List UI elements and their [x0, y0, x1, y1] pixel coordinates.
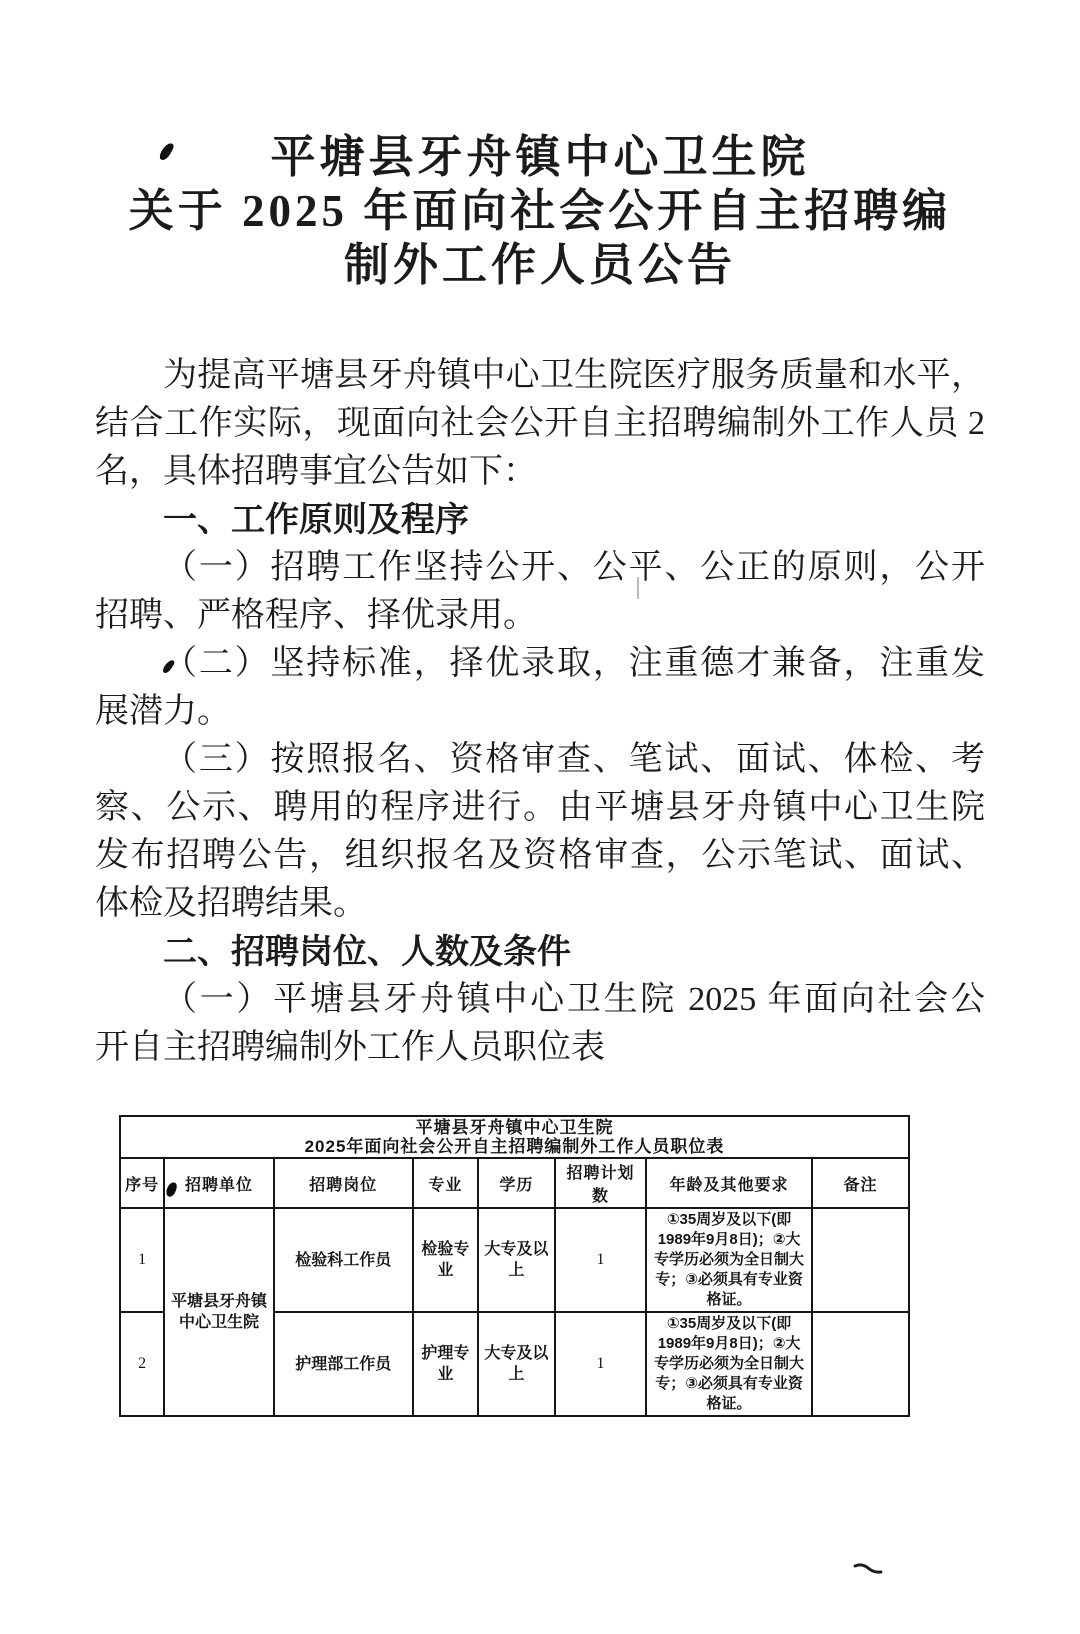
body-line: 发布招聘公告，组织报名及资格审查，公示笔试、面试、: [95, 837, 985, 874]
table-caption-line-2: 2025年面向社会公开自主招聘编制外工作人员职位表: [304, 1137, 725, 1156]
body-line: 招聘、严格程序、择优录用。: [95, 597, 537, 634]
row1-requirements: ①35周岁及以下(即1989年9月8日)；②大专学历必须为全日制大专；③必须具有专业资格证。: [646, 1208, 812, 1312]
title-line-2: 关于 2025 年面向社会公开自主招聘编: [128, 186, 952, 236]
body-line: （一）平塘县牙舟镇中心卫生院 2025 年面向社会公: [163, 981, 985, 1018]
column-header-degree: 学历: [478, 1158, 555, 1208]
row2-plan-count: 1: [555, 1312, 647, 1416]
row2-requirements: ①35周岁及以下(即1989年9月8日)；②大专学历必须为全日制大专；③必须具有专业资格证。: [646, 1312, 812, 1416]
body-line: （二）坚持标准，择优录取，注重德才兼备，注重发: [163, 645, 985, 682]
body-line: （一）招聘工作坚持公开、公平、公正的原则，公开: [163, 549, 985, 586]
column-header-plan-count: 招聘计划数: [555, 1158, 647, 1208]
body-line: 为提高平塘县牙舟镇中心卫生院医疗服务质量和水平，: [163, 357, 985, 394]
row2-degree: 大专及以上: [478, 1312, 555, 1416]
body-line: 结合工作实际，现面向社会公开自主招聘编制外工作人员 2: [95, 405, 985, 442]
body-line: 名，具体招聘事宜公告如下：: [95, 453, 537, 490]
column-header-note: 备注: [812, 1158, 909, 1208]
body-line: 体检及招聘结果。: [95, 885, 367, 922]
row1-degree: 大专及以上: [478, 1208, 555, 1312]
row1-no: 1: [120, 1208, 164, 1312]
pen-squiggle-bottom-right: [853, 1562, 883, 1576]
body-line: 开自主招聘编制外工作人员职位表: [95, 1029, 605, 1066]
section-heading-2: 二、招聘岗位、人数及条件: [163, 933, 571, 971]
row1-major: 检验专业: [413, 1208, 478, 1312]
table-caption-row: [120, 1116, 909, 1158]
column-header-major: 专业: [413, 1158, 478, 1208]
column-header-no: 序号: [120, 1158, 164, 1208]
section-heading-1: 一、工作原则及程序: [163, 501, 469, 539]
title-line-3: 制外工作人员公告: [343, 240, 736, 290]
document-title: [0, 130, 1080, 292]
row2-major: 护理专业: [413, 1312, 478, 1416]
body-line: 展潜力。: [95, 693, 231, 730]
row2-post: 护理部工作员: [274, 1312, 413, 1416]
row1-post: 检验科工作员: [274, 1208, 413, 1312]
column-header-unit: 招聘单位: [164, 1158, 274, 1208]
table-row: [120, 1208, 909, 1312]
body-line: 察、公示、聘用的程序进行。由平塘县牙舟镇中心卫生院: [95, 789, 985, 826]
row1-note: [812, 1208, 909, 1312]
position-table: [119, 1115, 910, 1417]
body-line: （三）按照报名、资格审查、笔试、面试、体检、考: [163, 741, 985, 778]
column-header-requirements: 年龄及其他要求: [646, 1158, 812, 1208]
row1-plan-count: 1: [555, 1208, 647, 1312]
row2-note: [812, 1312, 909, 1416]
table-caption-cell: [120, 1116, 909, 1158]
row2-no: 2: [120, 1312, 164, 1416]
table-caption-line-1: 平塘县牙舟镇中心卫生院: [415, 1118, 614, 1137]
column-header-post: 招聘岗位: [274, 1158, 413, 1208]
unit-cell: 平塘县牙舟镇中心卫生院: [164, 1208, 274, 1416]
document-body: [95, 352, 985, 1072]
table-header-row: [120, 1158, 909, 1208]
title-line-1: 平塘县牙舟镇中心卫生院: [270, 132, 810, 182]
